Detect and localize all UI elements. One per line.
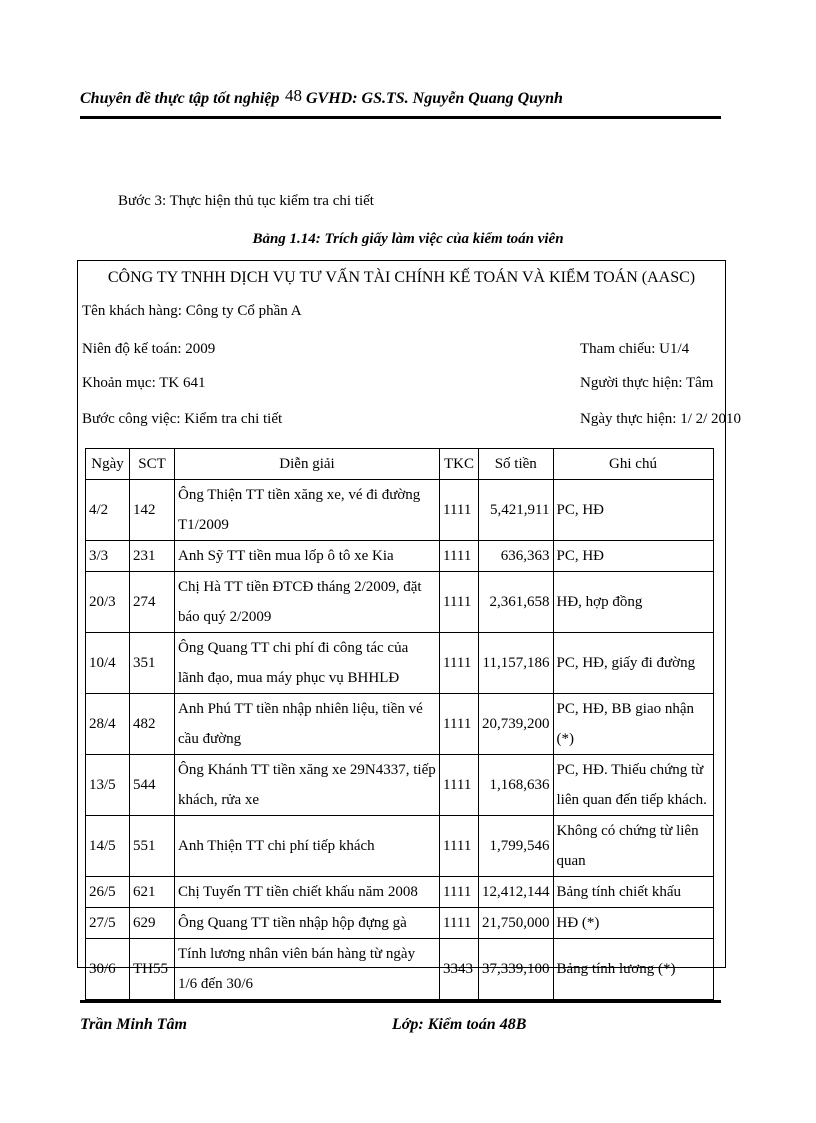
cell-date: 30/6 — [86, 939, 130, 1000]
cell-date: 4/2 — [86, 480, 130, 541]
cell-doc-no: 274 — [130, 572, 175, 633]
cell-note: Không có chứng từ liên quan — [553, 816, 713, 877]
cell-note: PC, HĐ, giấy đi đường — [553, 633, 713, 694]
header-advisor: GVHD: GS.TS. Nguyễn Quang Quynh — [306, 90, 563, 107]
cell-account: 1111 — [440, 480, 479, 541]
working-paper-box — [77, 260, 742, 992]
cell-doc-no: 629 — [130, 908, 175, 939]
cell-amount: 21,750,000 — [479, 908, 554, 939]
cell-note: PC, HĐ. Thiếu chứng từ liên quan đến tiếp khách. — [553, 755, 713, 816]
cell-account: 1111 — [440, 816, 479, 877]
cell-date: 14/5 — [86, 816, 130, 877]
cell-account: 1111 — [440, 541, 479, 572]
account-item: Khoản mục: TK 641 — [82, 375, 206, 391]
cell-account: 1111 — [440, 694, 479, 755]
cell-doc-no: 482 — [130, 694, 175, 755]
cell-date: 27/5 — [86, 908, 130, 939]
table-header-row — [86, 449, 714, 480]
cell-date: 28/4 — [86, 694, 130, 755]
cell-note: HĐ, hợp đồng — [553, 572, 713, 633]
cell-doc-no: 621 — [130, 877, 175, 908]
page-number: 48 — [285, 86, 302, 105]
page-header — [80, 86, 720, 114]
fiscal-period: Niên độ kế toán: 2009 — [82, 341, 216, 357]
cell-note: PC, HĐ, BB giao nhận (*) — [553, 694, 713, 755]
cell-description: Ông Quang TT tiền nhập hộp đựng gà — [175, 908, 440, 939]
performer: Người thực hiện: Tâm — [580, 375, 714, 391]
cell-account: 1111 — [440, 755, 479, 816]
cell-date: 20/3 — [86, 572, 130, 633]
cell-account: 3343 — [440, 939, 479, 1000]
cell-doc-no: 551 — [130, 816, 175, 877]
table-row — [86, 755, 714, 816]
cell-note: PC, HĐ — [553, 480, 713, 541]
detail-table — [85, 448, 714, 1000]
cell-note: PC, HĐ — [553, 541, 713, 572]
cell-amount: 1,799,546 — [479, 816, 554, 877]
col-header: Diễn giải — [175, 449, 440, 480]
cell-amount: 11,157,186 — [479, 633, 554, 694]
cell-amount: 20,739,200 — [479, 694, 554, 755]
cell-doc-no: 351 — [130, 633, 175, 694]
col-header: SCT — [130, 449, 175, 480]
cell-description: Anh Sỹ TT tiền mua lốp ô tô xe Kia — [175, 541, 440, 572]
cell-description: Chị Hà TT tiền ĐTCĐ tháng 2/2009, đặt báo quý 2/2009 — [175, 572, 440, 633]
cell-amount: 2,361,658 — [479, 572, 554, 633]
cell-date: 3/3 — [86, 541, 130, 572]
cell-amount: 37,339,100 — [479, 939, 554, 1000]
footer-rule — [80, 1000, 721, 1003]
cell-account: 1111 — [440, 572, 479, 633]
cell-note: Bảng tính lương (*) — [553, 939, 713, 1000]
header-title: Chuyên đề thực tập tốt nghiệp — [80, 90, 280, 107]
cell-date: 10/4 — [86, 633, 130, 694]
footer-class: Lớp: Kiểm toán 48B — [392, 1016, 527, 1033]
cell-doc-no: 544 — [130, 755, 175, 816]
client-name: Tên khách hàng: Công ty Cổ phần A — [82, 303, 302, 319]
cell-account: 1111 — [440, 877, 479, 908]
table-row — [86, 908, 714, 939]
cell-account: 1111 — [440, 633, 479, 694]
cell-amount: 1,168,636 — [479, 755, 554, 816]
cell-note: Bảng tính chiết khấu — [553, 877, 713, 908]
work-step: Bước công việc: Kiểm tra chi tiết — [82, 411, 283, 427]
cell-doc-no: 231 — [130, 541, 175, 572]
table-caption: Bảng 1.14: Trích giấy làm việc của kiểm toán viên — [252, 231, 564, 247]
cell-amount: 636,363 — [479, 541, 554, 572]
col-header: Ghi chú — [553, 449, 713, 480]
company-name: CÔNG TY TNHH DỊCH VỤ TƯ VẤN TÀI CHÍNH KẾ TOÁN VÀ KIỂM TOÁN (AASC) — [107, 269, 696, 286]
cell-description: Tính lương nhân viên bán hàng từ ngày 1/6 đến 30/6 — [175, 939, 440, 1000]
table-row — [86, 541, 714, 572]
cell-amount: 12,412,144 — [479, 877, 554, 908]
table-row — [86, 480, 714, 541]
cell-date: 13/5 — [86, 755, 130, 816]
cell-description: Ông Thiện TT tiền xăng xe, vé đi đường T1/2009 — [175, 480, 440, 541]
cell-note: HĐ (*) — [553, 908, 713, 939]
table-row — [86, 694, 714, 755]
cell-doc-no: TH55 — [130, 939, 175, 1000]
performed-date: Ngày thực hiện: 1/ 2/ 2010 — [580, 411, 742, 427]
table-row — [86, 816, 714, 877]
col-header: TKC — [440, 449, 479, 480]
cell-date: 26/5 — [86, 877, 130, 908]
footer-author: Trần Minh Tâm — [80, 1016, 187, 1033]
step-text: Bước 3: Thực hiện thủ tục kiểm tra chi tiết — [118, 193, 374, 209]
cell-description: Chị Tuyến TT tiền chiết khấu năm 2008 — [175, 877, 440, 908]
header-rule — [80, 116, 721, 119]
cell-amount: 5,421,911 — [479, 480, 554, 541]
table-row — [86, 572, 714, 633]
cell-description: Anh Thiện TT chi phí tiếp khách — [175, 816, 440, 877]
cell-doc-no: 142 — [130, 480, 175, 541]
cell-account: 1111 — [440, 908, 479, 939]
col-header: Ngày — [86, 449, 130, 480]
col-header: Số tiền — [479, 449, 554, 480]
table-row — [86, 939, 714, 1000]
cell-description: Anh Phú TT tiền nhập nhiên liệu, tiền vé cầu đường — [175, 694, 440, 755]
cell-description: Ông Khánh TT tiền xăng xe 29N4337, tiếp khách, rửa xe — [175, 755, 440, 816]
reference: Tham chiếu: U1/4 — [580, 341, 690, 357]
table-row — [86, 877, 714, 908]
cell-description: Ông Quang TT chi phí đi công tác của lãnh đạo, mua máy phục vụ BHHLĐ — [175, 633, 440, 694]
table-row — [86, 633, 714, 694]
